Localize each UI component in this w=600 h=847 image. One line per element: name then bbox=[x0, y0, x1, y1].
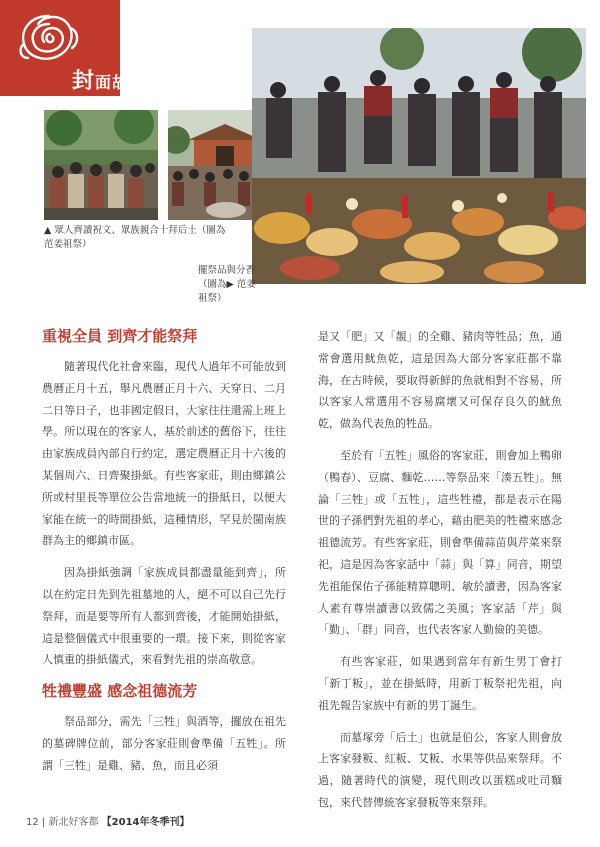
right-column bbox=[318, 326, 562, 824]
paragraph-continued: 是又「肥」又「靚」的全雞、豬肉等牲品；魚，通常會選用魷魚乾，這是因為大部分客家莊都不靠海，在古時候，要取得新鮮的魚就相對不容易，所以客家人常選用不容易腐壞又可保存良久的魷魚乾，做為代表魚的牲品。 bbox=[318, 330, 562, 431]
issue-label: 【2014年冬季刊】 bbox=[101, 817, 190, 828]
section-title-first-char: 封 bbox=[72, 69, 96, 94]
section-title bbox=[72, 64, 146, 95]
rose-logo-icon bbox=[14, 8, 84, 66]
paragraph: 隨著現代化社會來臨，現代人過年不可能放到農曆正月十五，舉凡農曆正月十六、天穿日、二月二日等日子，也非國定假日，大家往往還需上班上學。所以現在的客家人，基於前述的舊俗下，往往由家族成員內部自行約定，選定農曆正月十六後的某個周六、日齊聚掛紙。有些客家莊，則由鄉鎮公所或村里長等單位公告當地統一的掛紙日，以便大家能在統一的時間掛紙，這種情形，罕見於閩南族群為主的鄉鎮市區。 bbox=[42, 360, 286, 548]
page-number: 12 bbox=[26, 817, 39, 828]
paragraph: 而墓塚旁「后土」也就是伯公，客家人則會放上客家發粄、紅粄、艾粄、水果等供品來祭拜。不過，隨著時代的演變，現代則改以蛋糕或吐司麵包，來代替傳統客家發粄等來祭拜。 bbox=[318, 730, 562, 809]
magazine-name: 新北好客都 bbox=[48, 817, 99, 828]
page-footer bbox=[26, 813, 190, 828]
caption-left-photos: ▲ 眾人齊讀祝文、眾族親合十拜后土（圖為范姜祖祭） bbox=[44, 225, 226, 250]
photo-crowd-reading bbox=[44, 110, 158, 220]
caption-right-photo: 擺祭品與分香（圖為▶ 范姜祖祭） bbox=[198, 265, 256, 304]
photo-offerings-main bbox=[252, 28, 586, 284]
left-column bbox=[42, 326, 286, 787]
paragraph: 至於有「五牲」風俗的客家莊，則會加上鴨卵（鴨春）、豆腐、麵乾……等祭品來「湊五牲」。無論「三牲」或「五牲」，這些牲禮，都是表示在陽世的子孫們對先祖的孝心，藉由肥美的牲禮來感念祖德流芳。有些客家莊，則會準備蒜苗與芹菜來祭祀，這是因為客家話中「蒜」與「算」同音，期望先祖能保佑子孫能精算聰明、敏於讀書，因為客家人素有尊崇讀書以致儒之美風；客家話「芹」與「勤」、「群」同音，也代表客家人勤儉的美德。 bbox=[318, 448, 562, 637]
footer-divider: | bbox=[41, 817, 49, 828]
heading-offerings: 牲禮豐盛 感念祖德流芳 bbox=[42, 682, 198, 701]
section-title-rest: 面故事 bbox=[95, 73, 147, 92]
heading-attendance: 重視全員 到齊才能祭拜 bbox=[42, 327, 198, 345]
paragraph: 有些客家莊，如果遇到當年有新生男丁會打「新丁粄」，並在掛紙時，用新丁粄祭祀先祖，向祖先報告家族中有新的男丁誕生。 bbox=[318, 655, 562, 712]
paragraph: 因為掛紙強調「家族成員都盡量能到齊」，所以在約定日先到先祖墓地的人，絕不可以自己先行祭拜，而是要等所有人都到齊後，才能開始掛紙，這是整個儀式中很重要的一環。接下來，則從客家人慎重的掛紙儀式，來看對先祖的崇高敬意。 bbox=[42, 566, 286, 667]
paragraph: 祭品部分，需先「三牲」與酒等，擺放在祖先的墓碑牌位前，部分客家莊則會準備「五牲」。所謂「三牲」是雞、豬、魚，而且必須 bbox=[42, 715, 286, 772]
